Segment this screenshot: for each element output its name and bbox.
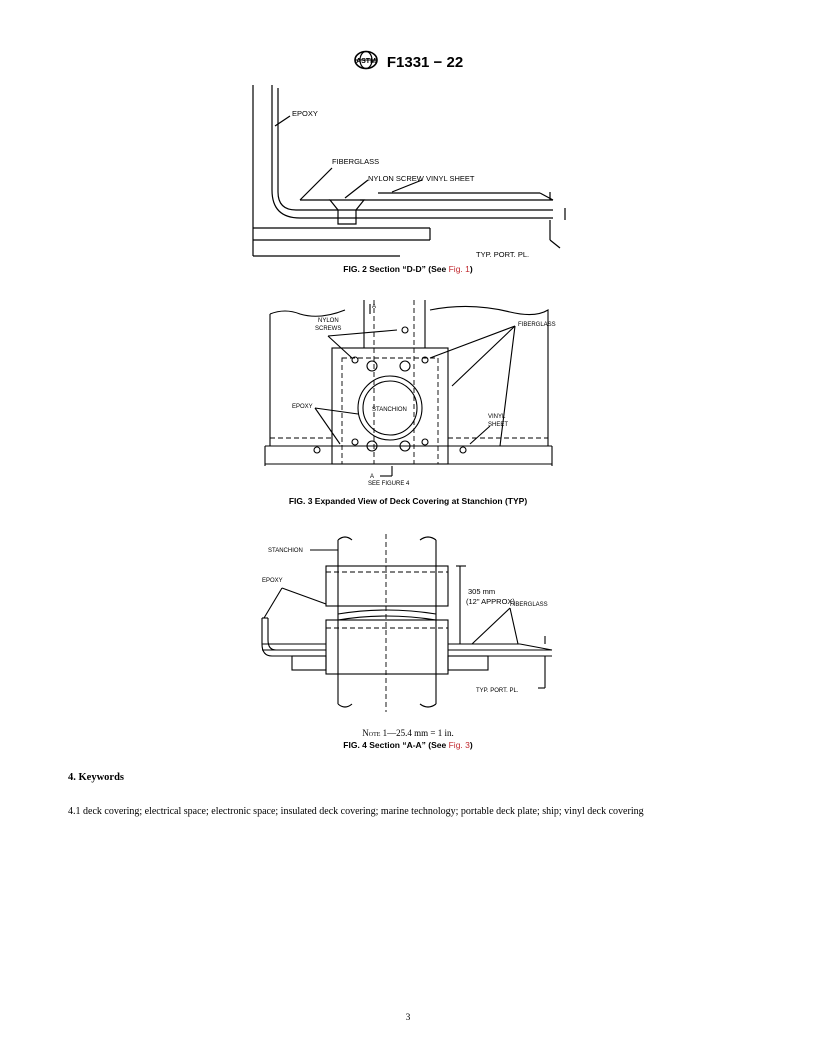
figure-2-caption-text: FIG. 2 Section “D-D” (See	[343, 264, 449, 274]
fig3-label-nylon: NYLON	[318, 318, 339, 324]
figure-4-caption	[0, 740, 816, 750]
astm-logo-icon	[353, 50, 379, 75]
figure-3	[0, 296, 816, 506]
fig3-label-screws: SCREWS	[315, 326, 342, 332]
fig3-label-fiberglass: FIBERGLASS	[518, 322, 556, 328]
fig3-label-epoxy: EPOXY	[292, 404, 313, 410]
figure-4	[0, 532, 816, 722]
fig4-label-stanchion: STANCHION	[268, 548, 303, 554]
page-header	[0, 50, 816, 75]
fig2-label-vinyl-sheet: VINYL SHEET	[426, 174, 475, 183]
fig3-label-a-bottom: A	[370, 474, 375, 480]
fig3-label-see-figure: SEE FIGURE 4	[368, 481, 410, 486]
figure-2-caption-close: )	[469, 264, 473, 274]
figure-3-caption: FIG. 3 Expanded View of Deck Covering at Stanchion (TYP)	[288, 496, 528, 506]
section-heading: 4. Keywords	[68, 772, 124, 783]
note-text: 1—25.4 mm = 1 in.	[380, 728, 454, 738]
figure-4-caption-close: )	[469, 740, 473, 750]
figure-2	[0, 80, 816, 274]
fig2-label-nylon-screw: NYLON SCREW	[368, 174, 424, 183]
fig4-label-fiberglass: FIBERGLASS	[510, 602, 548, 608]
fig4-label-typ-port: TYP. PORT. PL.	[476, 688, 519, 694]
fig3-label-sheet: SHEET	[488, 422, 509, 428]
figure-3-link[interactable]: Fig. 3	[448, 740, 470, 750]
fig3-label-vinyl: VINYL	[488, 414, 506, 420]
page-number: 3	[405, 1013, 411, 1023]
document-designation: F1331 − 22	[386, 54, 464, 71]
fig2-label-epoxy: EPOXY	[292, 109, 318, 118]
figure-2-drawing	[0, 80, 816, 260]
note-prefix: Note	[362, 728, 381, 738]
figure-4-drawing	[0, 532, 816, 722]
figure-4-note	[0, 728, 816, 738]
fig4-label-dim-mm: 305 mm	[468, 587, 496, 596]
fig3-label-a-top: A	[372, 304, 377, 310]
figure-3-drawing	[0, 296, 816, 486]
fig2-label-fiberglass: FIBERGLASS	[332, 157, 380, 166]
fig2-label-typ-port: TYP. PORT. PL.	[476, 250, 530, 259]
figure-1-link[interactable]: Fig. 1	[448, 264, 470, 274]
svg-text:ASTM: ASTM	[355, 58, 376, 65]
keywords-paragraph: 4.1 deck covering; electrical space; electronic space; insulated deck covering; marine technology; portable deck plate; ship; vinyl deck covering	[68, 806, 644, 817]
figure-4-caption-text: FIG. 4 Section “A-A” (See	[343, 740, 449, 750]
fig4-label-dim-in: (12" APPROX)	[466, 597, 515, 606]
figure-2-caption	[0, 264, 816, 274]
fig4-label-epoxy: EPOXY	[262, 578, 283, 584]
fig3-label-stanchion: STANCHION	[372, 407, 407, 413]
